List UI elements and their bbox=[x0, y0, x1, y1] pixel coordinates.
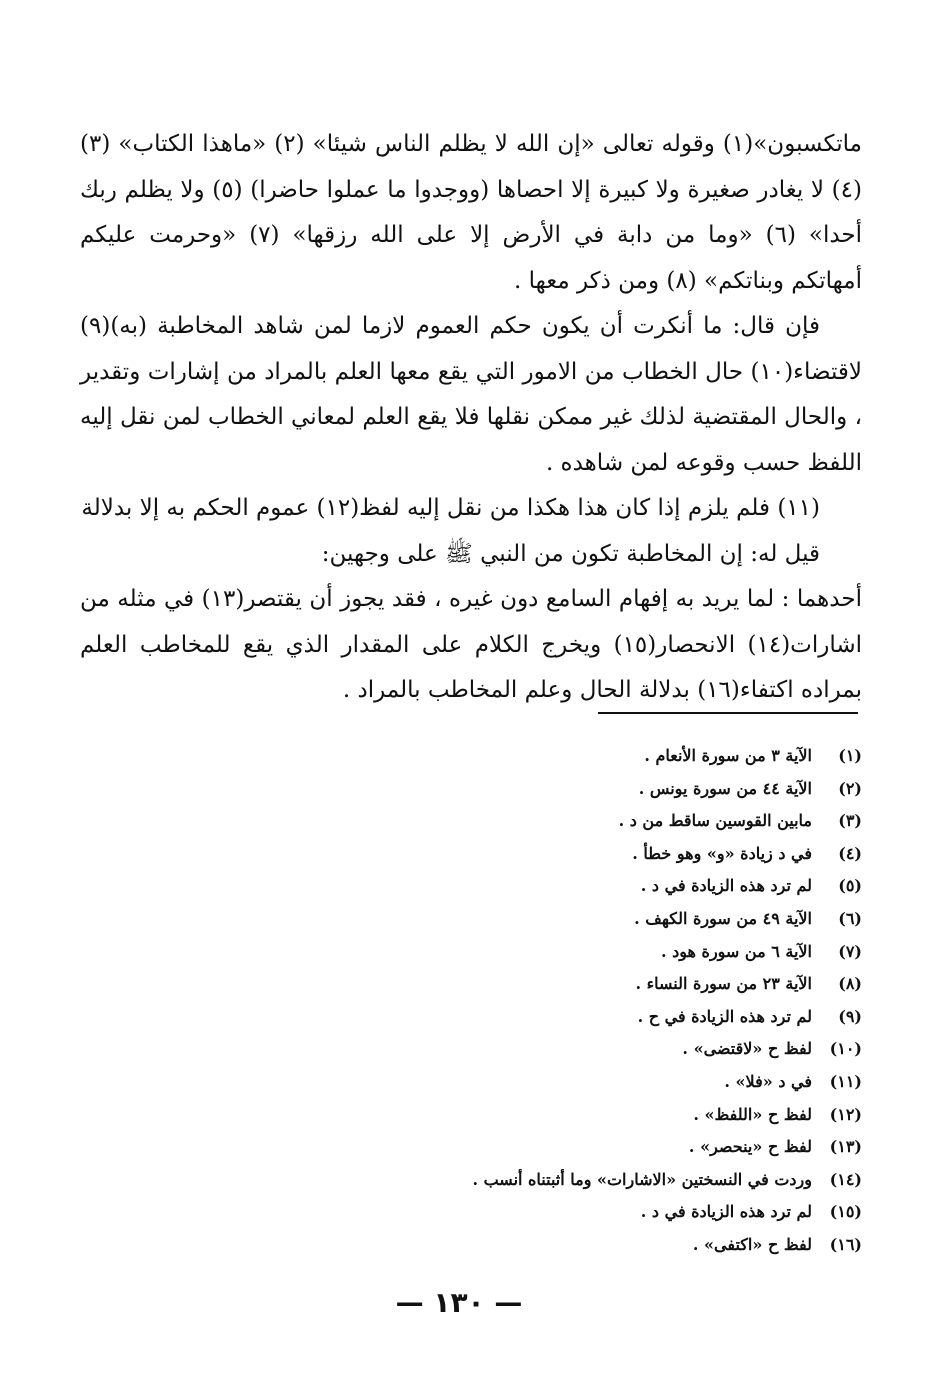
footnote-item bbox=[80, 1131, 862, 1164]
footnote-item bbox=[80, 1001, 862, 1034]
footnote-text: الآية ٤٤ من سورة يونس . bbox=[638, 778, 812, 798]
footnote-item bbox=[80, 1099, 862, 1132]
footnote-text: في د «فلا» . bbox=[724, 1071, 812, 1091]
footnote-number: (٨) bbox=[838, 974, 862, 994]
footnote-text: وردت في النسختين «الاشارات» وما أثبتناه أنسب . bbox=[472, 1169, 812, 1189]
footnote-text: لم ترد هذه الزيادة في ح . bbox=[637, 1006, 812, 1026]
footnote-item bbox=[80, 740, 862, 773]
footnote-number: (١) bbox=[838, 746, 862, 765]
footnote-text: لفظ ح «اللفظ» . bbox=[693, 1104, 812, 1124]
footnote-number: (١٢) bbox=[829, 1104, 862, 1124]
footnote-number: (١١) bbox=[829, 1071, 862, 1091]
paragraph: ماتكسبون»(١) وقوله تعالى «إن الله لا يظلم الناس شيئا» (٢) «ماهذا الكتاب» (٣) (٤) لا يغادر صغيرة ولا كبيرة إلا احصاها (ووجدوا ما عملوا حاضرا) (٥) ولا يظلم ربك أحدا» (٦) «وما من دابة في الأرض إلا على الله رزقها» (٧) «وحرمت عليكم أمهاتكم وبناتكم» (٨) ومن ذكر معها . bbox=[80, 131, 863, 294]
footnote-number: (١٤) bbox=[829, 1169, 862, 1189]
page-number: — ١٣٠ — bbox=[395, 1286, 523, 1319]
footnote-number: (١٣) bbox=[829, 1137, 862, 1157]
paragraph: فإن قال: ما أنكرت أن يكون حكم العموم لازما لمن شاهد المخاطبة (به)(٩) لاقتضاء(١٠) حال الخطاب من الامور التي يقع معها العلم بالمراد من إشارات وتقدير ، والحال المقتضية لذلك غير ممكن نقلها فلا يقع العلم لمعاني الخطاب لمن نقل إليه اللفظ حسب وقوعه لمن شاهده . bbox=[80, 313, 862, 476]
footnote-number: (٥) bbox=[838, 876, 862, 896]
footnote-number: (١٥) bbox=[829, 1202, 862, 1222]
footnote-item bbox=[80, 773, 862, 806]
paragraph: (١١) فلم يلزم إذا كان هذا هكذا من نقل إليه لفظ(١٢) عموم الحكم به إلا بدلالة bbox=[81, 495, 820, 521]
footnote-number: (٩) bbox=[838, 1006, 862, 1026]
footnote-text: الآية ٦ من سورة هود . bbox=[661, 941, 812, 961]
footnote-item bbox=[80, 1164, 862, 1197]
footnote-text: في د زيادة «و» وهو خطأ . bbox=[632, 843, 812, 863]
footnote-text: الآية ٣ من سورة الأنعام . bbox=[644, 746, 812, 765]
footnote-item bbox=[80, 838, 862, 871]
footnote-item bbox=[80, 805, 862, 838]
footnote-item bbox=[80, 903, 862, 936]
footnote-number: (١٦) bbox=[829, 1234, 862, 1254]
footnote-item bbox=[80, 870, 862, 903]
footnote-text: لفظ ح «لاقتضى» . bbox=[682, 1039, 812, 1059]
footnote-number: (٦) bbox=[838, 908, 862, 928]
footnote-item bbox=[80, 1066, 862, 1099]
footnote-text: لم ترد هذه الزيادة في د . bbox=[640, 876, 812, 896]
footnote-number: (١٠) bbox=[829, 1039, 862, 1059]
footnote-item bbox=[80, 1229, 862, 1262]
footnote-text: لفظ ح «اكتفى» . bbox=[692, 1234, 812, 1254]
footnote-item bbox=[80, 1033, 862, 1066]
footnote-divider bbox=[598, 712, 858, 714]
footnote-text: الآية ٤٩ من سورة الكهف . bbox=[634, 908, 812, 928]
footnote-item bbox=[80, 936, 862, 969]
footnote-text: لم ترد هذه الزيادة في د . bbox=[640, 1202, 812, 1222]
footnote-number: (٢) bbox=[838, 778, 862, 798]
footnote-text: مابين القوسين ساقط من د . bbox=[618, 811, 812, 831]
footnote-text: لفظ ح «ينحصر» . bbox=[688, 1137, 812, 1157]
footnote-number: (٧) bbox=[838, 941, 862, 961]
footnote-number: (٣) bbox=[838, 811, 862, 831]
footnote-item bbox=[80, 1196, 862, 1229]
main-text bbox=[80, 122, 862, 714]
footnote-text: الآية ٢٣ من سورة النساء . bbox=[635, 974, 812, 994]
footnote-item bbox=[80, 968, 862, 1001]
footnote-list bbox=[80, 740, 862, 1262]
footnote-number: (٤) bbox=[838, 843, 862, 863]
paragraph: أحدهما : لما يريد به إفهام السامع دون غيره ، فقد يجوز أن يقتصر(١٣) في مثله من اشارات(١٤) الانحصار(١٥) ويخرج الكلام على المقدار الذي يقع للمخاطب العلم بمراده اكتفاء(١٦) بدلالة الحال وعلم المخاطب بالمراد . bbox=[80, 586, 862, 703]
paragraph: قيل له: إن المخاطبة تكون من النبي ﷺ على وجهين: bbox=[321, 540, 820, 567]
